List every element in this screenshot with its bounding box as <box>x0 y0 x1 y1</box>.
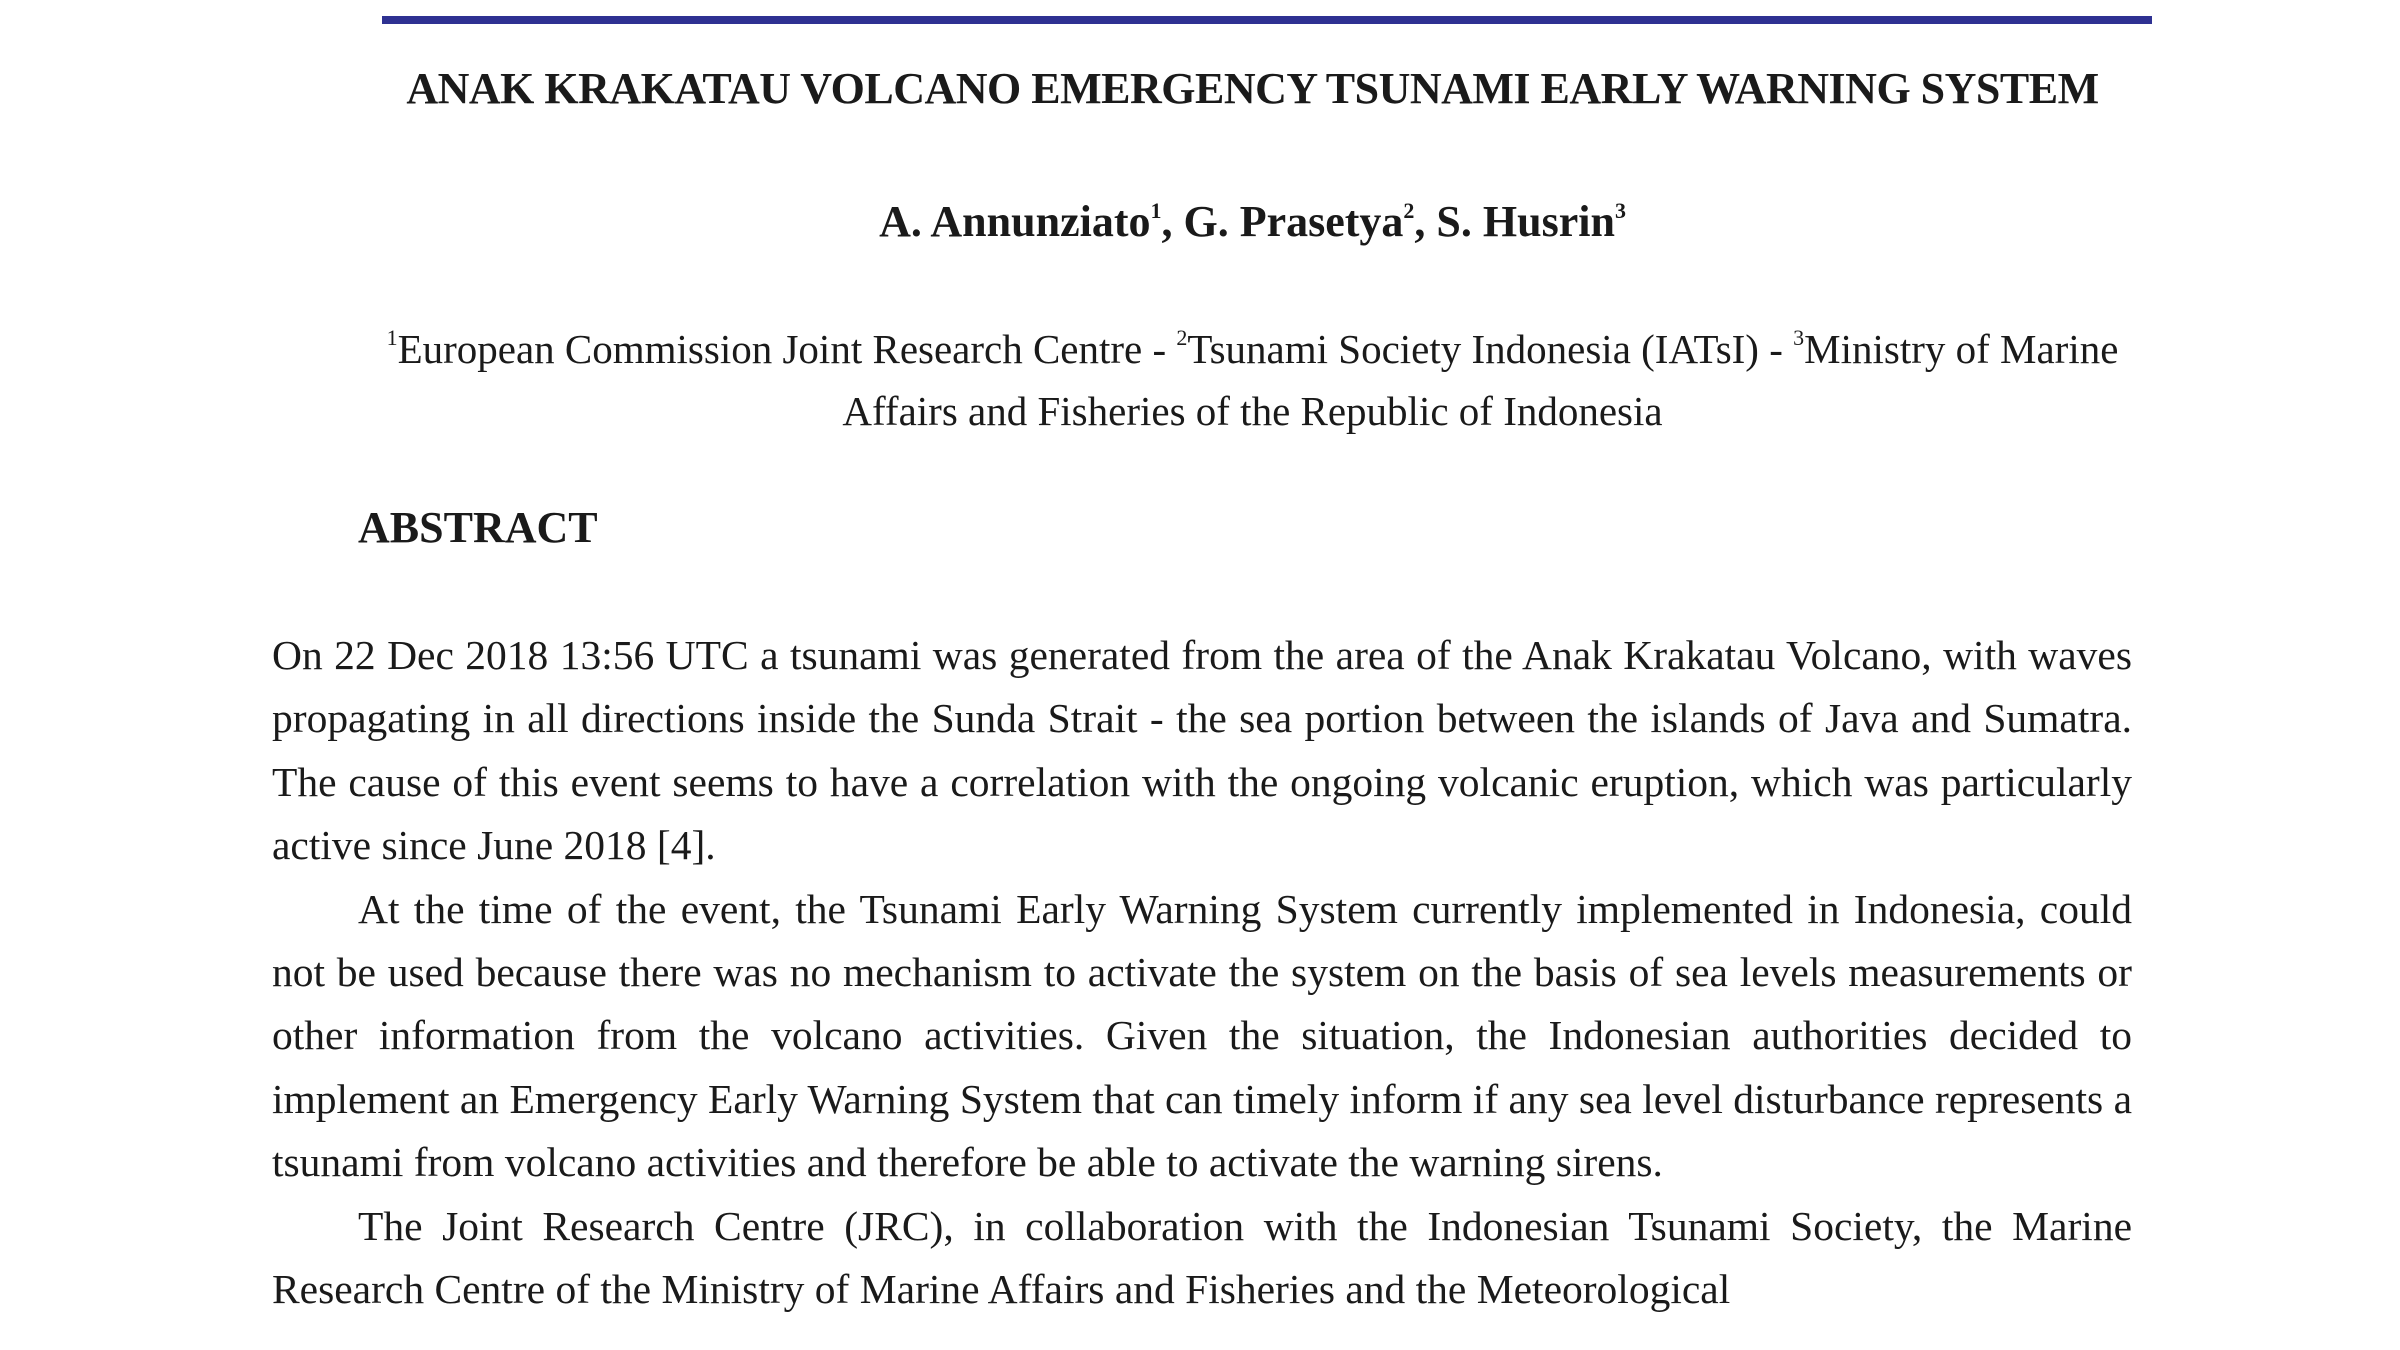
abstract-body <box>272 624 2132 1321</box>
affiliation-text: European Commission Joint Research Centre - <box>397 326 1177 372</box>
abstract-paragraph: On 22 Dec 2018 13:56 UTC a tsunami was generated from the area of the Anak Krakatau Volcano, with waves propagating in all directions inside the Sunda Strait - the sea portion between the islands of Java and Sumatra. The cause of this event seems to have a correlation with the ongoing volcanic eruption, which was particularly active since June 2018 [4]. <box>272 632 2132 869</box>
author-name: S. Husrin <box>1436 197 1615 246</box>
author-superscript: 2 <box>1403 198 1415 223</box>
top-rule <box>382 16 2152 24</box>
abstract-paragraph: The Joint Research Centre (JRC), in collaboration with the Indonesian Tsunami Society, the Marine Research Centre of the Ministry of Marine Affairs and Fisheries and the Meteorological <box>272 1202 2132 1313</box>
affiliation-superscript: 2 <box>1176 325 1188 350</box>
author-name: A. Annunziato <box>879 197 1151 246</box>
affiliation-text: Tsunami Society Indonesia (IATsI) - <box>1187 326 1794 372</box>
affiliation-text: Ministry of Marine Affairs and Fisheries of the Republic of Indonesia <box>842 326 2119 434</box>
author-superscript: 3 <box>1614 198 1626 223</box>
abstract-paragraph: At the time of the event, the Tsunami Early Warning System currently implemented in Indonesia, could not be used because there was no mechanism to activate the system on the basis of sea levels measurements or other information from the volcano activities. Given the situation, the Indonesian authorities decided to implement an Emergency Early Warning System that can timely inform if any sea level disturbance represents a tsunami from volcano activities and therefore be able to activate the warning sirens. <box>272 885 2132 1186</box>
affiliations <box>380 318 2125 442</box>
author-name: G. Prasetya <box>1183 197 1404 246</box>
abstract-heading: ABSTRACT <box>358 503 598 552</box>
author-separator: , <box>1414 197 1437 246</box>
paper-title: ANAK KRAKATAU VOLCANO EMERGENCY TSUNAMI EARLY WARNING SYSTEM <box>406 64 2099 113</box>
affiliation-superscript: 3 <box>1793 325 1805 350</box>
affiliation-superscript: 1 <box>386 325 398 350</box>
author-superscript: 1 <box>1150 198 1162 223</box>
author-list <box>380 194 2125 250</box>
author-separator: , <box>1161 197 1184 246</box>
